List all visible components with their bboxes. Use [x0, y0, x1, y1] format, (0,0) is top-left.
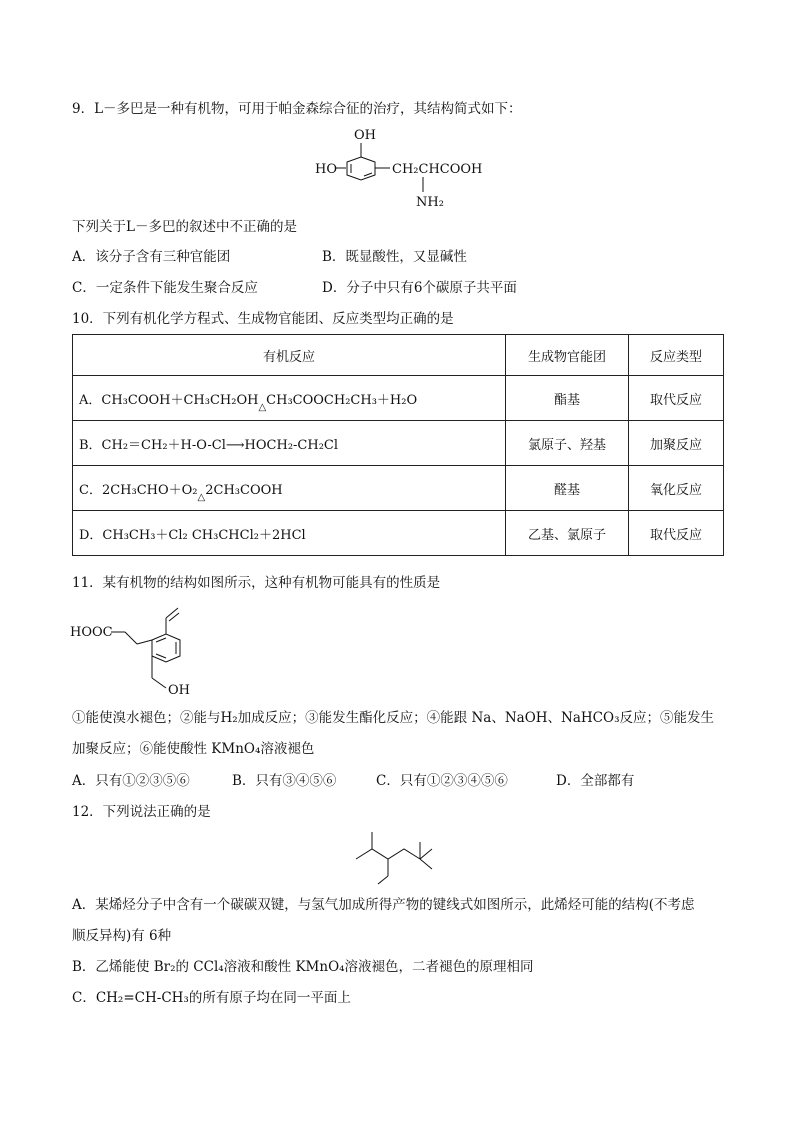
- q10-reaction-table: [72, 334, 724, 556]
- q11-oh-label: OH: [168, 683, 190, 698]
- header-reaction-type: 反应类型: [629, 335, 724, 376]
- reaction-equation-a: A．$CH_3COOH+CH_3CH_2OH_\triangle CH_3COOCH_2CH_3+H_2O$: [73, 376, 506, 421]
- functional-group-c: 醛基: [506, 466, 629, 511]
- q11-stem: 11．某有机物的结构如图所示，这种有机物可能具有的性质是: [72, 575, 441, 591]
- heat-symbol: △: [258, 401, 267, 413]
- q12-tbutyl-1: [420, 849, 432, 859]
- q9-nh2-label: NH₂: [416, 195, 444, 210]
- heat-symbol: △: [197, 491, 206, 503]
- header-functional-group: 生成物官能团: [506, 335, 629, 376]
- q12-skeletal-structure: [350, 828, 450, 892]
- header-reaction: 有机反应: [73, 335, 506, 376]
- q11-option-c[interactable]: C．只有①②③④⑤⑥: [376, 773, 508, 789]
- q12-stem: 12．下列说法正确的是: [72, 804, 211, 820]
- q12-option-b[interactable]: B．乙烯能使 Br₂的 CCl₄溶液和酸性 KMnO₄溶液褪色，二者褪色的原理相同: [72, 959, 534, 975]
- q11-bond-2: [125, 632, 137, 644]
- q12-main-chain: [356, 849, 420, 859]
- q9-ring-inner-bond-2: [364, 173, 372, 176]
- reaction-equation-c: C．$2CH_3CHO+O_2_\triangle 2CH_3COOH$: [73, 466, 506, 511]
- q12-ethyl-2: [378, 876, 388, 884]
- q9-ldopa-structure: [310, 122, 500, 214]
- q11-properties-line2: 加聚反应；⑥能使酸性 KMnO₄溶液褪色: [72, 741, 315, 757]
- q11-properties-line1: ①能使溴水褪色；②能与H₂加成反应；③能发生酯化反应；④能跟 Na、NaOH、NaHCO₃反应；⑤能发生: [72, 710, 714, 726]
- table-row-b[interactable]: [73, 421, 724, 466]
- q9-option-d[interactable]: D．分子中只有6个碳原子共平面: [322, 280, 517, 296]
- q11-hooc-label: HOOC: [70, 625, 113, 640]
- reaction-type-b: 加聚反应: [629, 421, 724, 466]
- q11-option-b[interactable]: B．只有③④⑤⑥: [232, 773, 337, 789]
- q11-ring-inner-3: [156, 654, 166, 658]
- reaction-equation-d: D．CH₃CH₃＋Cl₂ CH₃CHCl₂＋2HCl: [73, 511, 506, 556]
- q11-ch2oh-bond-2: [152, 678, 166, 688]
- q9-oh-top-label: OH: [354, 128, 376, 143]
- q12-option-a-line1[interactable]: A．某烯烃分子中含有一个碳碳双键，与氢气加成所得产物的键线式如图所示，此烯烃可能的结构(不考虑: [72, 897, 695, 913]
- q11-option-a[interactable]: A．只有①②③⑤⑥: [72, 773, 190, 789]
- q11-ring-inner-1: [156, 638, 166, 642]
- reaction-type-c: 氧化反应: [629, 466, 724, 511]
- functional-group-b: 氯原子、羟基: [506, 421, 629, 466]
- q11-vinyl-bond-2: [166, 608, 178, 618]
- q10-stem: 10．下列有机化学方程式、生成物官能团、反应类型均正确的是: [72, 311, 454, 327]
- functional-group-a: 酯基: [506, 376, 629, 421]
- q12-option-c[interactable]: C．CH₂=CH-CH₃的所有原子均在同一平面上: [72, 990, 351, 1006]
- reaction-type-a: 取代反应: [629, 376, 724, 421]
- table-row-c[interactable]: [73, 466, 724, 511]
- q12-option-a-line2: 顺反异构)有 6种: [72, 928, 172, 944]
- q9-ho-left-label: HO: [315, 162, 337, 177]
- q9-option-b[interactable]: B．既显酸性，又显碱性: [322, 249, 467, 265]
- reaction-type-d: 取代反应: [629, 511, 724, 556]
- table-row-a[interactable]: [73, 376, 724, 421]
- q9-chain-label: CH₂CHCOOH: [392, 162, 483, 177]
- q12-tbutyl-2: [420, 859, 432, 869]
- functional-group-d: 乙基、氯原子: [506, 511, 629, 556]
- q11-option-d[interactable]: D．全部都有: [556, 773, 635, 789]
- q11-bond-3: [137, 640, 152, 644]
- q9-option-c[interactable]: C．一定条件下能发生聚合反应: [72, 280, 258, 296]
- table-row-d[interactable]: [73, 511, 724, 556]
- q11-structure: [70, 600, 210, 700]
- reaction-equation-b: B．CH₂＝CH₂＋H-O-Cl⟶HOCH₂-CH₂Cl: [73, 421, 506, 466]
- q9-option-a[interactable]: A．该分子含有三种官能团: [72, 249, 231, 265]
- q9-question: 下列关于L－多巴的叙述中不正确的是: [72, 219, 297, 235]
- table-header-row: [73, 335, 724, 376]
- q9-stem: 9．L－多巴是一种有机物，可用于帕金森综合征的治疗，其结构简式如下：: [72, 101, 522, 117]
